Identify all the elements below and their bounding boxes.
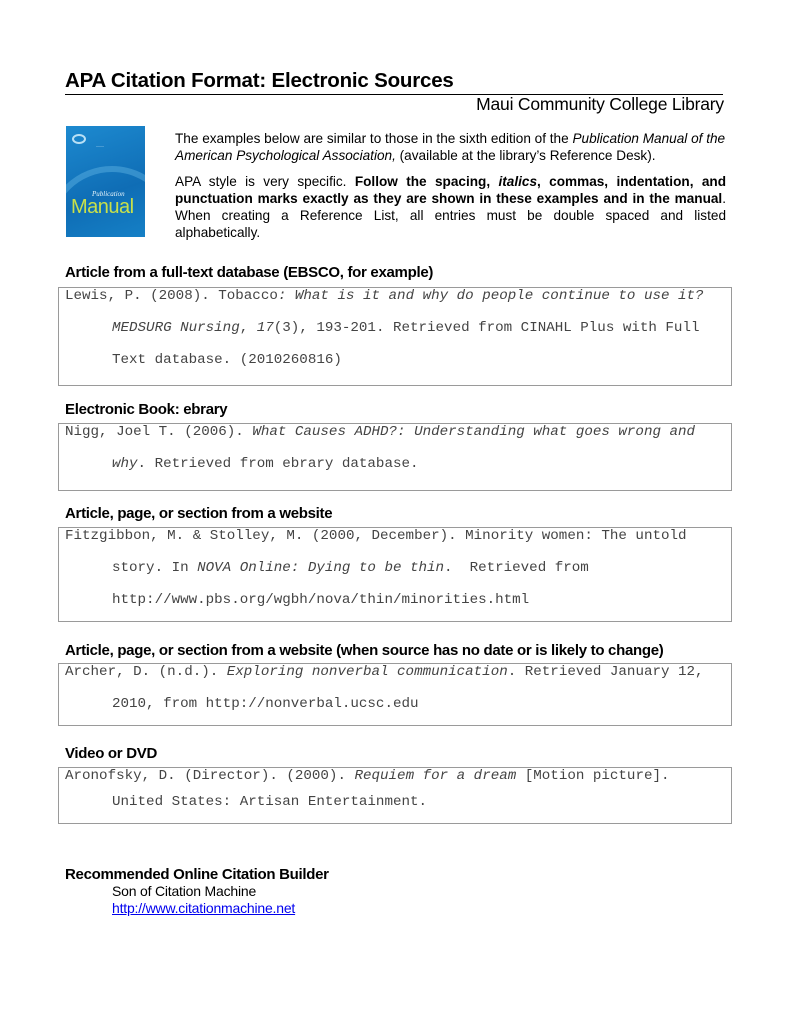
section-heading: Article, page, or section from a website (when source has no date or is likely to change) <box>65 642 664 659</box>
cover-edition: —— <box>96 143 104 148</box>
citation-line <box>65 528 687 544</box>
citation-segment: Fitzgibbon, M. & Stolley, M. (2000, December). Minority women: The untold <box>65 528 687 544</box>
citation-segment: United States: Artisan Entertainment. <box>112 794 428 810</box>
intro-paragraph-style <box>175 173 726 241</box>
citation-machine-link[interactable]: http://www.citationmachine.net <box>112 900 296 916</box>
citation-example-box <box>58 287 732 386</box>
citation-line <box>112 352 342 368</box>
section-heading: Electronic Book: ebrary <box>65 401 228 418</box>
citation-segment: . Retrieved January 12, <box>507 664 704 680</box>
cover-logo-a: Publication <box>92 190 125 198</box>
citation-segment: story. In <box>112 560 198 576</box>
citation-segment: [Motion picture]. <box>516 768 670 784</box>
citation-example-box <box>58 767 732 824</box>
citation-segment: Lewis, P. (2008). Tobacco <box>65 288 278 304</box>
citation-line <box>112 456 419 472</box>
citation-line <box>65 664 704 680</box>
citation-segment: Archer, D. (n.d.). <box>65 664 227 680</box>
intro-text <box>175 130 726 250</box>
citation-line <box>65 768 670 784</box>
library-name: Maui Community College Library <box>476 94 724 114</box>
section-heading: Article, page, or section from a website <box>65 505 333 522</box>
intro-paragraph-edition <box>175 130 726 164</box>
citation-line <box>65 288 704 304</box>
section-heading: Article from a full-text database (EBSCO, for example) <box>65 264 434 281</box>
citation-segment: (3), 193-201. Retrieved from CINAHL Plus with Full <box>273 320 700 336</box>
citation-segment: MEDSURG Nursing <box>112 320 240 336</box>
citation-segment: http://www.pbs.org/wgbh/nova/thin/minorities.html <box>112 592 530 608</box>
citation-segment: 2010, from http://nonverbal.ucsc.edu <box>112 696 419 712</box>
recommended-tool-name: Son of Citation Machine <box>112 883 257 899</box>
citation-segment: Requiem for a dream <box>354 768 517 784</box>
citation-line <box>112 696 419 712</box>
citation-segment: , <box>239 320 257 336</box>
recommended-heading: Recommended Online Citation Builder <box>65 866 329 883</box>
citation-segment: Exploring nonverbal communication <box>226 664 508 680</box>
citation-segment: NOVA Online: Dying to be thin <box>197 560 445 576</box>
citation-example-box <box>58 423 732 491</box>
intro-text-segment: . When creating a Reference List, all entries must be double spaced and listed alphabetically. <box>175 191 726 240</box>
citation-line <box>112 794 427 810</box>
section-heading: Video or DVD <box>65 745 157 762</box>
citation-segment: : What is it and why do people continue to use it? <box>277 288 704 304</box>
citation-segment: why <box>112 456 138 472</box>
citation-segment: What Causes ADHD?: Understanding what goes wrong and <box>252 424 696 440</box>
cover-logo-b: Manual <box>71 196 134 218</box>
citation-line <box>112 560 589 576</box>
intro-text-segment: Publication Manual of the American Psychological Association, <box>175 131 726 163</box>
intro-text-segment: (available at the library’s Reference Desk). <box>395 148 656 163</box>
intro-text-segment: italics <box>498 174 538 189</box>
citation-example-box <box>58 527 732 622</box>
citation-segment: 17 <box>256 320 274 336</box>
publication-manual-cover-image <box>66 126 145 237</box>
intro-text-segment: Follow the spacing, <box>354 174 499 189</box>
citation-segment: . Retrieved from ebrary database. <box>137 456 419 472</box>
citation-segment: . Retrieved from <box>444 560 589 576</box>
citation-segment: Nigg, Joel T. (2006). <box>65 424 253 440</box>
intro-text-segment: APA style is very specific. <box>175 174 355 189</box>
citation-line <box>112 592 529 608</box>
apa-logo-icon <box>72 134 86 144</box>
citation-line <box>112 320 699 336</box>
intro-text-segment: The examples below are similar to those in the sixth edition of the <box>175 131 573 146</box>
intro-text-segment: , commas, indentation, and punctuation marks exactly as they are shown in these examples and in the manual <box>175 174 726 206</box>
citation-segment: Aronofsky, D. (Director). (2000). <box>65 768 355 784</box>
citation-example-box <box>58 663 732 726</box>
page-title: APA Citation Format: Electronic Sources <box>65 69 723 95</box>
citation-segment: Text database. (2010260816) <box>112 352 342 368</box>
citation-line <box>65 424 695 440</box>
